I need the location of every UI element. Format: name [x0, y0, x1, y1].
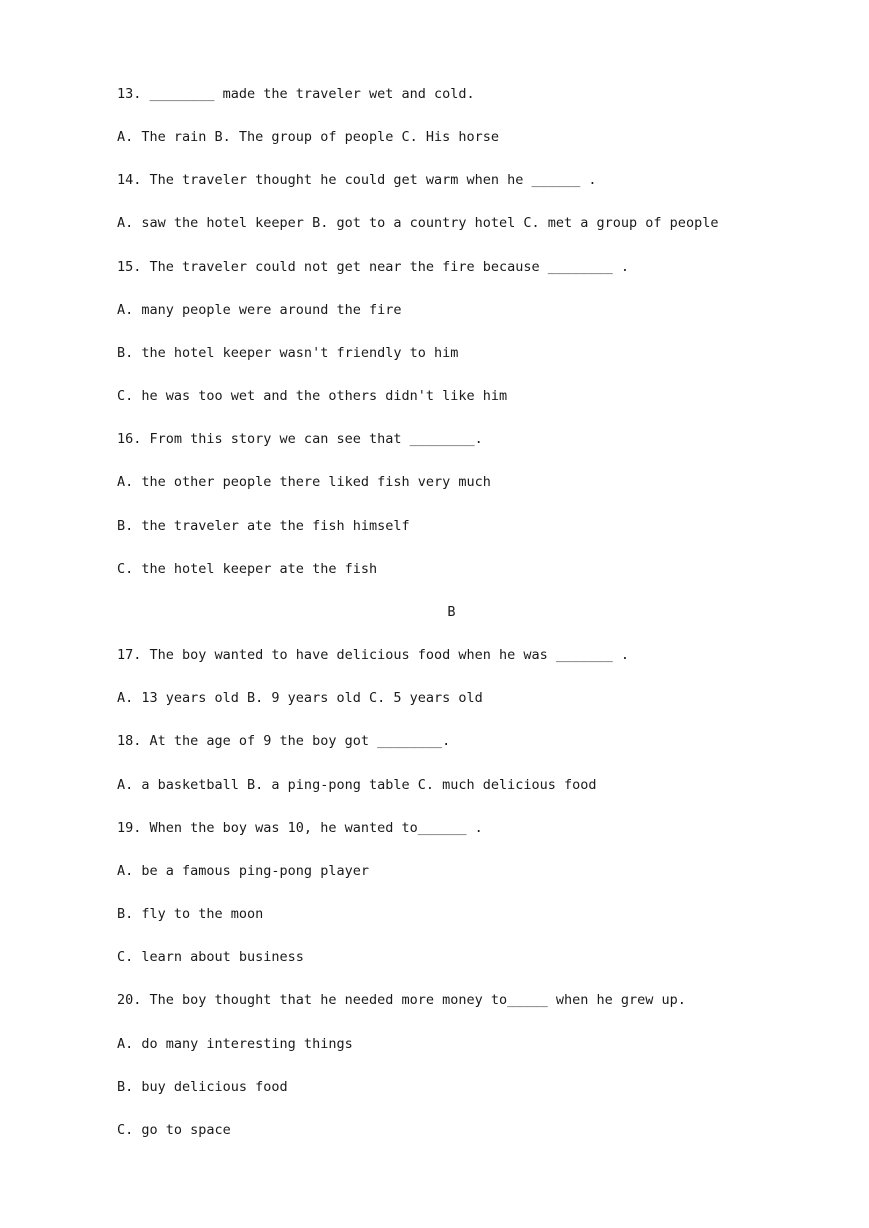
question-20-option-a: A. do many interesting things	[117, 1036, 353, 1052]
question-18: 18. At the age of 9 the boy got ________.	[117, 733, 451, 749]
question-20: 20. The boy thought that he needed more money to_____ when he grew up.	[117, 992, 686, 1008]
question-16-option-a: A. the other people there liked fish very much	[117, 474, 491, 490]
question-13: 13. ________ made the traveler wet and cold.	[117, 86, 475, 102]
question-15-option-c: C. he was too wet and the others didn't like him	[117, 388, 508, 404]
question-17: 17. The boy wanted to have delicious food when he was _______ .	[117, 647, 630, 663]
question-15-option-a: A. many people were around the fire	[117, 302, 402, 318]
question-15: 15. The traveler could not get near the fire because ________ .	[117, 259, 630, 275]
question-19: 19. When the boy was 10, he wanted to______ .	[117, 820, 483, 836]
question-19-option-c: C. learn about business	[117, 949, 304, 965]
question-18-options: A. a basketball B. a ping-pong table C. much delicious food	[117, 777, 597, 793]
question-13-options: A. The rain B. The group of people C. His horse	[117, 129, 500, 145]
question-19-option-a: A. be a famous ping-pong player	[117, 863, 369, 879]
question-14-options: A. saw the hotel keeper B. got to a country hotel C. met a group of people	[117, 215, 719, 231]
question-16: 16. From this story we can see that ________.	[117, 431, 483, 447]
question-16-option-b: B. the traveler ate the fish himself	[117, 518, 410, 534]
question-20-option-b: B. buy delicious food	[117, 1079, 288, 1095]
question-15-option-b: B. the hotel keeper wasn't friendly to him	[117, 345, 459, 361]
question-14: 14. The traveler thought he could get warm when he ______ .	[117, 172, 597, 188]
question-17-options: A. 13 years old B. 9 years old C. 5 years old	[117, 690, 483, 706]
question-19-option-b: B. fly to the moon	[117, 906, 264, 922]
section-heading-b: B	[447, 604, 456, 620]
question-20-option-c: C. go to space	[117, 1122, 231, 1138]
question-16-option-c: C. the hotel keeper ate the fish	[117, 561, 378, 577]
